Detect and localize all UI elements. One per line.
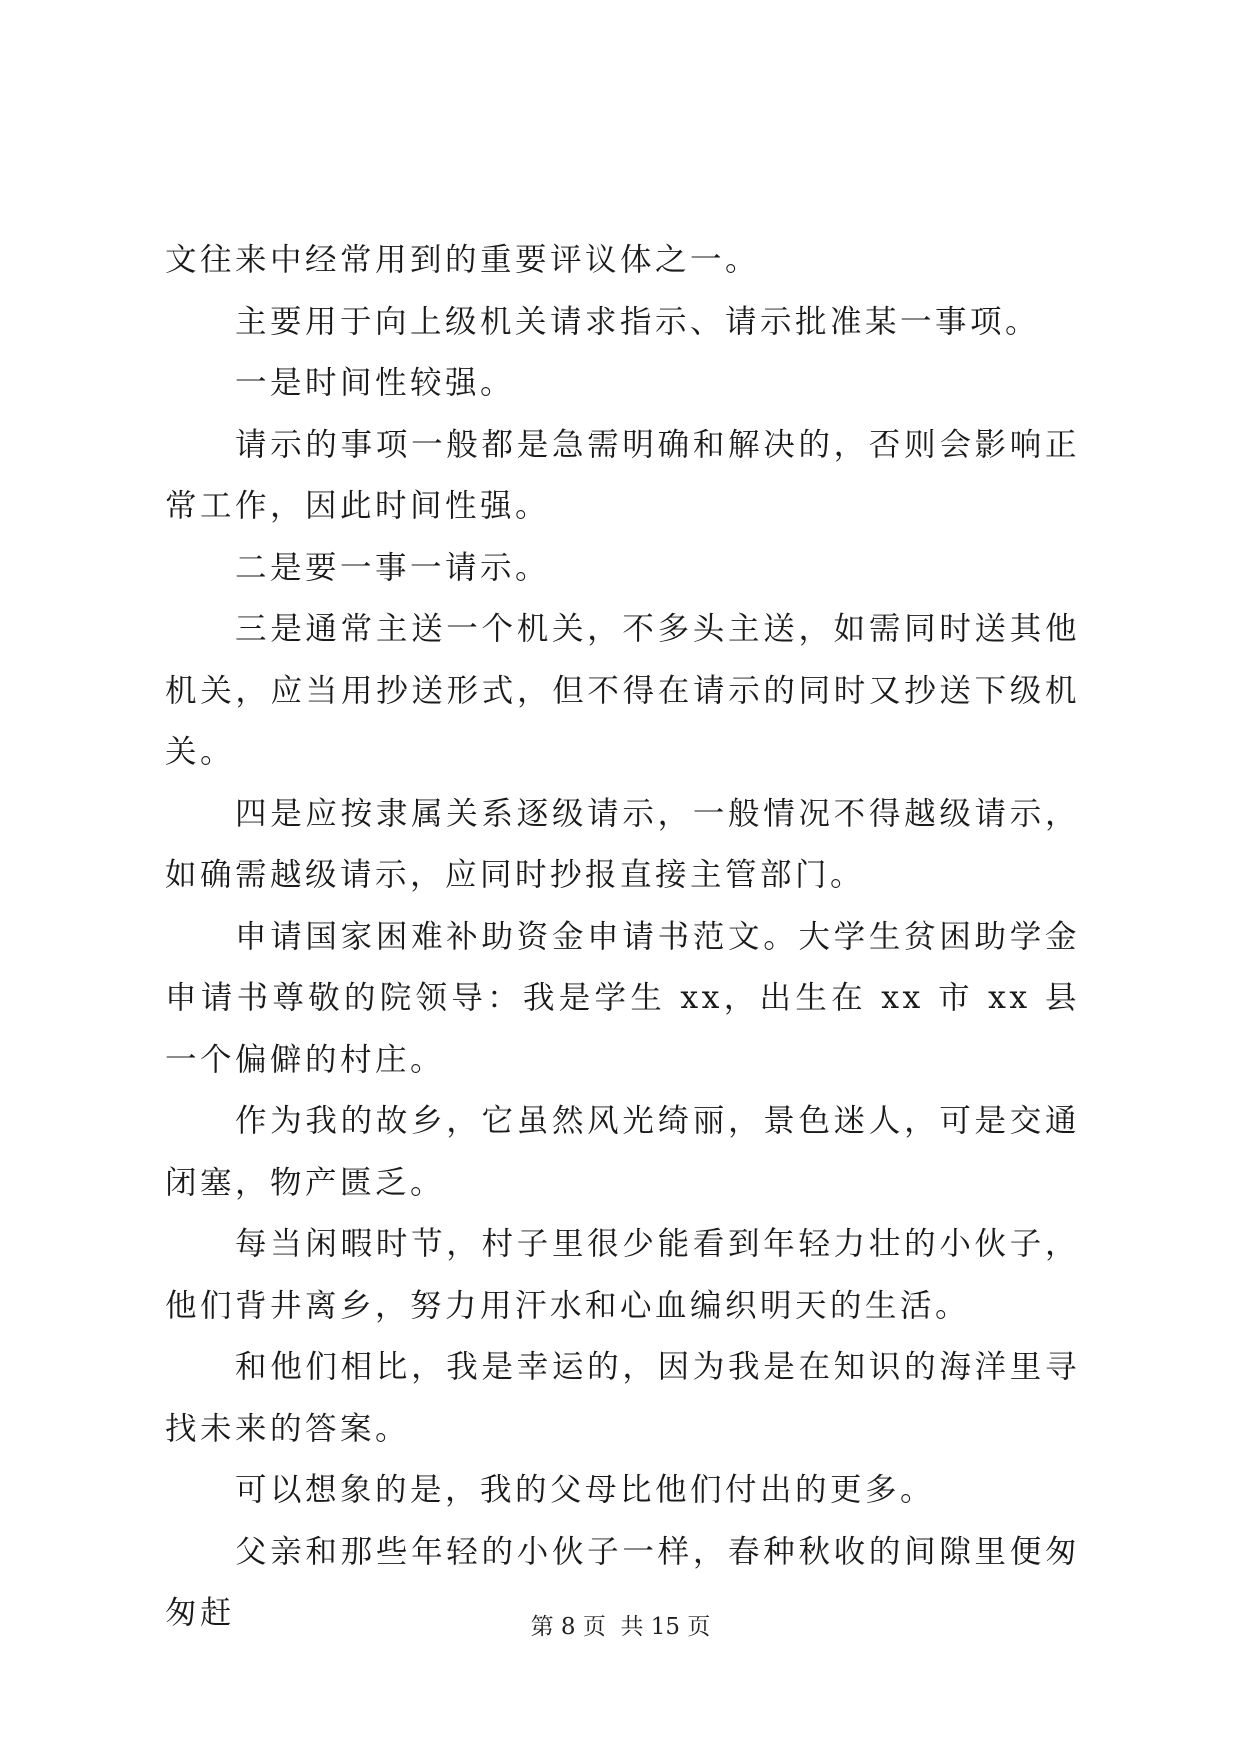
paragraph: 可以想象的是，我的父母比他们付出的更多。 [235, 1472, 936, 1508]
paragraph: 三是通常主送一个机关，不多头主送，如需同时送其他机关，应当用抄送形式，但不得在请示的同时又抄送下级机关。 [165, 611, 1080, 770]
paragraph: 四是应按隶属关系逐级请示，一般情况不得越级请示，如确需越级请示，应同时抄报直接主管部门。 [165, 795, 1080, 893]
paragraph: 主要用于向上级机关请求指示、请示批准某一事项。 [235, 303, 1041, 340]
paragraph: 二是要一事一请示。 [235, 549, 551, 586]
body-text [165, 230, 1080, 1645]
paragraph: 父亲和那些年轻的小伙子一样，春种秋收的间隙里便匆匆赶 [165, 1533, 1080, 1631]
paragraph: 请示的事项一般都是急需明确和解决的，否则会影响正常工作，因此时间性强。 [165, 426, 1080, 524]
paragraph: 申请国家困难补助资金申请书范文。大学生贫困助学金申请书尊敬的院领导：我是学生 xx，出生在 xx 市 xx 县一个偏僻的村庄。 [165, 918, 1080, 1078]
paragraph: 和他们相比，我是幸运的，因为我是在知识的海洋里寻找未来的答案。 [165, 1349, 1080, 1447]
paragraph: 每当闲暇时节，村子里很少能看到年轻力壮的小伙子，他们背井离乡，努力用汗水和心血编织明天的生活。 [165, 1226, 1080, 1324]
paragraph: 作为我的故乡，它虽然风光绮丽，景色迷人，可是交通闭塞，物产匮乏。 [165, 1103, 1080, 1201]
paragraph: 一是时间性较强。 [235, 365, 516, 401]
page-footer [0, 1612, 1241, 1642]
page-number: 第 8 页 共 15 页 [530, 1614, 711, 1640]
paragraph-continuation: 文往来中经常用到的重要评议体之一。 [165, 242, 761, 278]
